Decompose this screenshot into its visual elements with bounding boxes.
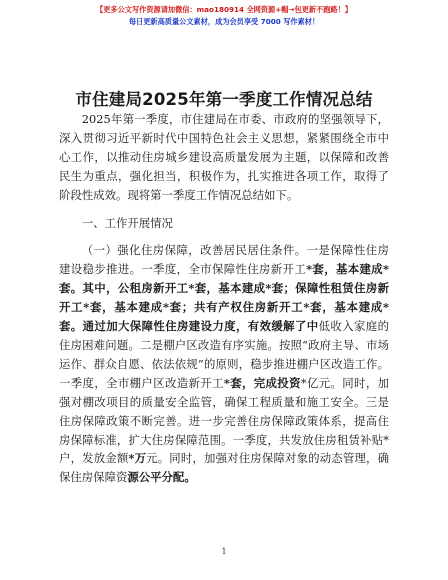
page-number: 1 <box>221 547 227 556</box>
document-title: 市住建局2025年第一季度工作情况总结 <box>75 90 373 109</box>
bold-segment: *万 <box>128 451 147 466</box>
bold-segment: 源公平分配。 <box>127 470 196 485</box>
promo-banner <box>0 4 448 28</box>
promo-line-1: 【更多公文写作资源请加微信：mao180914 全网资源+帽→包更新不跑路！】 <box>96 5 352 14</box>
housing-paragraph <box>59 241 389 487</box>
text-segment: 元。同时，加强对住房保障对象的动态管理，确保住房保障资 <box>59 451 389 485</box>
text-segment: *亿元。同时，加强对棚改项目的质量安全监管，确保工程质量和施工安全。三是住房保障政策不断完善。进一步完善住房保障政策体系，提高住房保障标准，扩大住房保障范围。一季度，共发放住房租赁补贴*户，发放金额 <box>59 375 389 466</box>
intro-paragraph: 2025年第一季度，市住建局在市委、市政府的坚强领导下，深入贯彻习近平新时代中国特色社会主义思想，紧紧围绕全市中心工作，以推动住房城乡建设高质量发展为主题，以保障和改善民生为重点，强化担当，积极作为，扎实推进各项工作，取得了阶段性成效。现将第一季度工作情况总结如下。 <box>59 112 389 202</box>
bold-segment: *套，完成投资 <box>223 375 301 390</box>
section-heading: 一、工作开展情况 <box>81 215 173 230</box>
promo-line-2: 每日更新高质量公文素材，成为会员享受 7000 写作素材！ <box>128 17 320 26</box>
text-segment: 低收入家庭的住房困难问题。二是棚户区改造有序实施。按照“政府主导、市场运作、群众自愿、依法依规”的原则，稳步推进棚户区改造工作。一季度，全市棚户区改造新开工 <box>59 319 389 390</box>
document-body <box>59 110 389 487</box>
text-segment: （一）强化住房保障，改善居民居住条件。一是保障性住房建设稳步推进。一季度，全市保障性住房新开工 <box>59 243 389 277</box>
bold-segment: *套，基本建成*套。其中，公租房新开工*套，基本建成*套；保障性租赁住房新开工*套，基本建成*套；共有产权住房新开工*套，基本建成*套。通过加大保障性住房建设力度，有效缓解了中 <box>59 262 389 334</box>
